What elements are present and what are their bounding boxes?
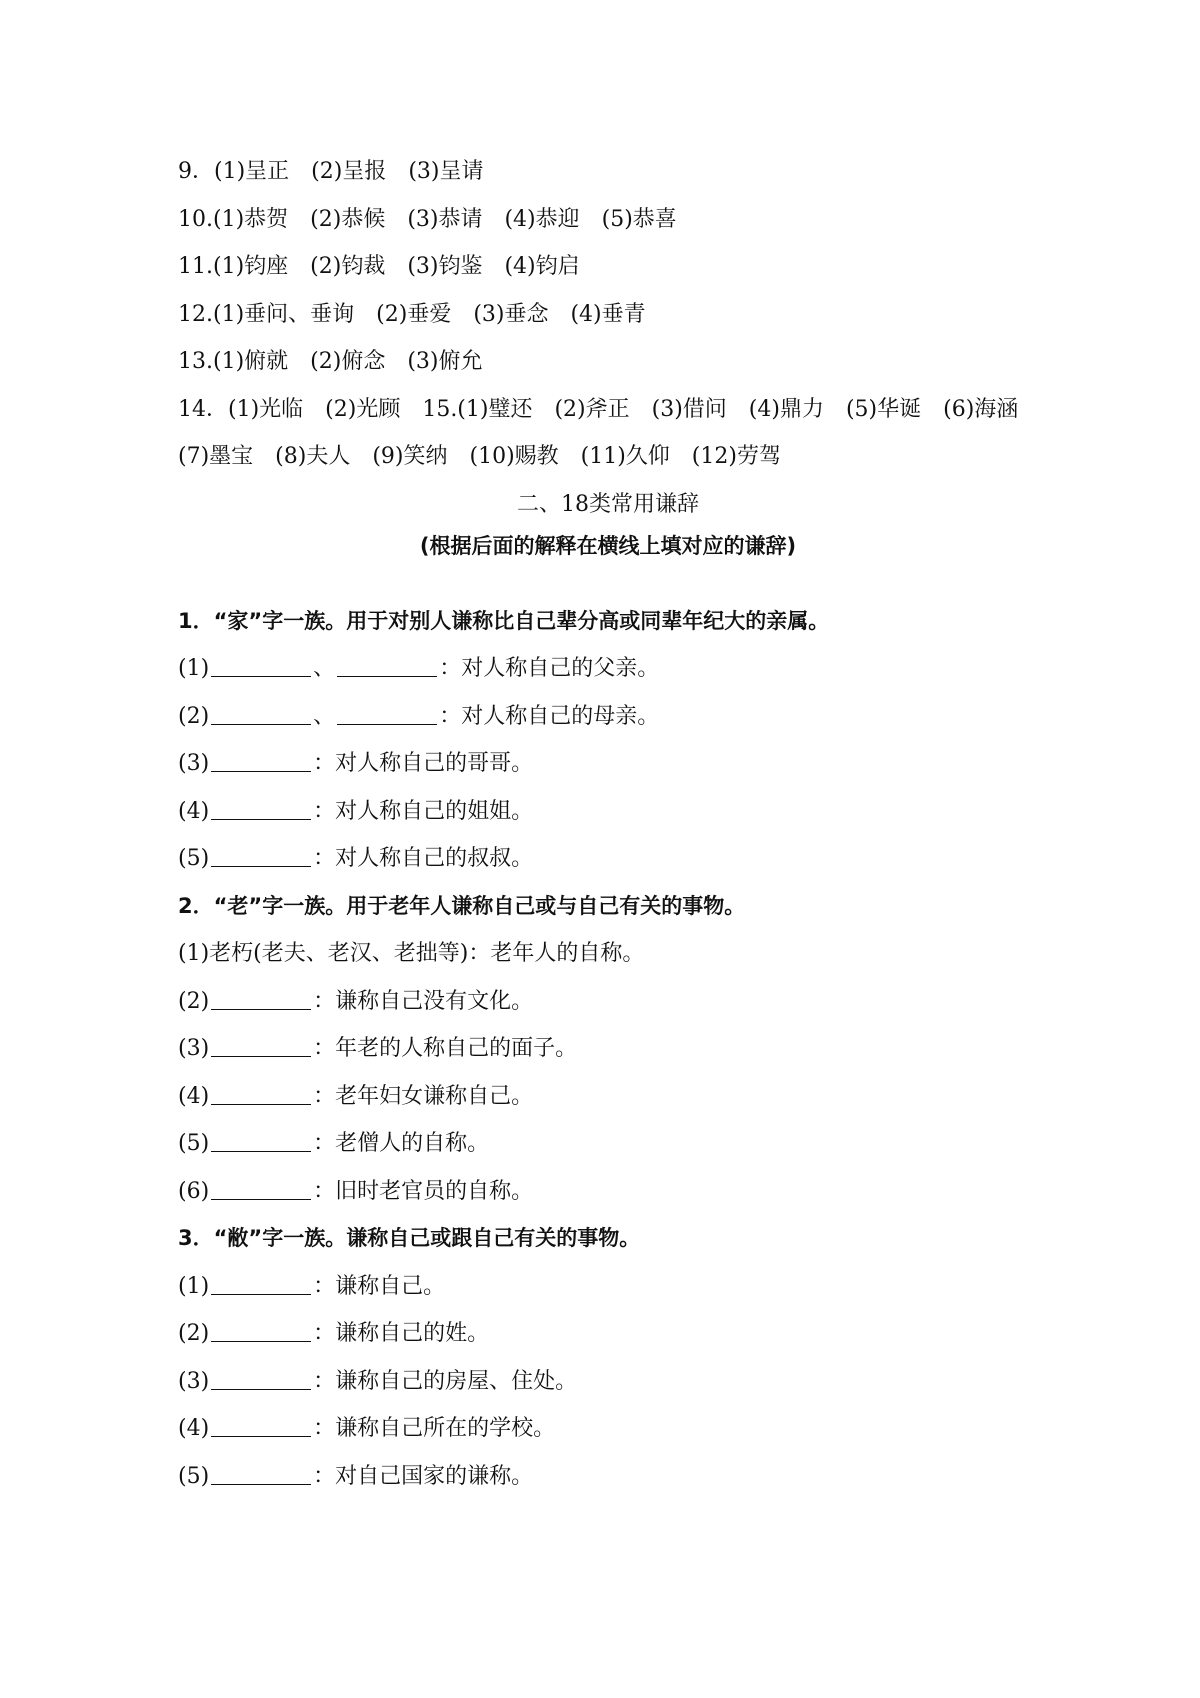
exercise-item: [178, 788, 1038, 836]
answer-blank[interactable]: [211, 1129, 311, 1152]
answer-blank[interactable]: [337, 654, 437, 677]
exercise-item: [178, 1168, 1038, 1216]
section-title: 二、18类常用谦辞: [517, 491, 699, 517]
answer-blank[interactable]: [211, 749, 311, 772]
item-number: (2): [178, 1321, 210, 1346]
item-description: ：谦称自己的房屋、住处。: [313, 1368, 578, 1394]
item-description: ：老僧人的自称。: [313, 1131, 490, 1156]
answer-key: [178, 148, 1041, 481]
answer-line-11: 11.(1)钧座 (2)钧裁 (3)钧鉴 (4)钧启: [178, 254, 580, 279]
item-description: ：老年妇女谦称自己。: [313, 1083, 534, 1109]
item-number: (5): [178, 846, 210, 871]
item-number: (2): [178, 703, 210, 729]
item-description: ：对自己国家的谦称。: [313, 1463, 534, 1489]
item-description: ：对人称自己的姐姐。: [313, 798, 534, 824]
answer-line-12: 12.(1)垂问、垂询 (2)垂爱 (3)垂念 (4)垂青: [178, 301, 646, 327]
exercise-item: (1)老朽(老夫、老汉、老拙等)：老年人的自称。: [178, 941, 645, 966]
item-description: ：谦称自己没有文化。: [313, 988, 534, 1014]
item-description: ：谦称自己。: [313, 1273, 446, 1299]
item-number: (5): [178, 1131, 210, 1156]
section-subtitle: (根据后面的解释在横线上填对应的谦辞): [419, 533, 797, 558]
answer-line-10: 10.(1)恭贺 (2)恭候 (3)恭请 (4)恭迎 (5)恭喜: [178, 206, 677, 232]
answer-blank[interactable]: [211, 1082, 311, 1105]
answer-blank[interactable]: [211, 1319, 311, 1342]
answer-blank[interactable]: [211, 654, 311, 677]
group-title: 1．“家”字一族。用于对别人谦称比自己辈分高或同辈年纪大的亲属。: [178, 608, 830, 633]
item-description: ：谦称自己的姓。: [313, 1321, 490, 1346]
exercise-item: [178, 1025, 1038, 1073]
exercise-item: [178, 1073, 1038, 1121]
answer-line-9: 9．(1)呈正 (2)呈报 (3)呈请: [178, 159, 484, 184]
exercise-item: [178, 1358, 1038, 1406]
answer-blank[interactable]: [337, 702, 437, 725]
exercise-item: [178, 740, 1038, 788]
item-description: ：对人称自己的父亲。: [439, 656, 660, 681]
exercise-item: [178, 978, 1038, 1026]
item-number: (4): [178, 1416, 210, 1441]
exercise-item: [178, 693, 1038, 741]
item-description: ：旧时老官员的自称。: [313, 1178, 534, 1204]
group-title: 2．“老”字一族。用于老年人谦称自己或与自己有关的事物。: [178, 893, 746, 918]
document-page: [178, 148, 1041, 1500]
answer-blank[interactable]: [211, 1177, 311, 1200]
answer-blank[interactable]: [211, 1272, 311, 1295]
item-number: (6): [178, 1178, 210, 1204]
exercise-item: [178, 835, 1038, 883]
answer-line-13: 13.(1)俯就 (2)俯念 (3)俯允: [178, 349, 483, 374]
exercise-item: [178, 1263, 1038, 1311]
answer-blank[interactable]: [211, 797, 311, 820]
answer-blank[interactable]: [211, 1367, 311, 1390]
item-number: (2): [178, 988, 210, 1014]
separator: 、: [313, 656, 336, 681]
answer-blank[interactable]: [211, 1034, 311, 1057]
item-number: (3): [178, 1036, 210, 1061]
exercise-item: [178, 1120, 1038, 1168]
item-number: (4): [178, 798, 210, 824]
item-number: (3): [178, 1368, 210, 1394]
item-description: ：对人称自己的哥哥。: [313, 751, 534, 776]
item-description: ：谦称自己所在的学校。: [313, 1416, 556, 1441]
answer-blank[interactable]: [211, 1414, 311, 1437]
exercise-item: [178, 645, 1038, 693]
answer-line-14-15: 14．(1)光临 (2)光顾 15.(1)璧还 (2)斧正 (3)借问 (4)鼎力 (5)华诞 (6)海涵 (7)墨宝 (8)夫人 (9)笑纳 (10)赐教 (11)久仰 (12)劳驾: [178, 396, 1041, 469]
item-description: ：对人称自己的叔叔。: [313, 846, 534, 871]
item-description: ：对人称自己的母亲。: [439, 703, 660, 729]
item-number: (5): [178, 1463, 210, 1489]
answer-blank[interactable]: [211, 987, 311, 1010]
group-title: 3．“敝”字一族。谦称自己或跟自己有关的事物。: [178, 1226, 641, 1250]
exercise-item: [178, 1453, 1038, 1501]
exercise-groups: [178, 598, 1038, 1501]
item-number: (4): [178, 1083, 210, 1109]
separator: 、: [313, 703, 336, 729]
item-number: (3): [178, 751, 210, 776]
item-number: (1): [178, 656, 210, 681]
exercise-item: [178, 1310, 1038, 1358]
item-description: ：年老的人称自己的面子。: [313, 1036, 578, 1061]
answer-blank[interactable]: [211, 702, 311, 725]
exercise-item: [178, 1405, 1038, 1453]
answer-blank[interactable]: [211, 1462, 311, 1485]
item-number: (1): [178, 1273, 210, 1299]
spacer: [178, 564, 1038, 598]
answer-blank[interactable]: [211, 844, 311, 867]
